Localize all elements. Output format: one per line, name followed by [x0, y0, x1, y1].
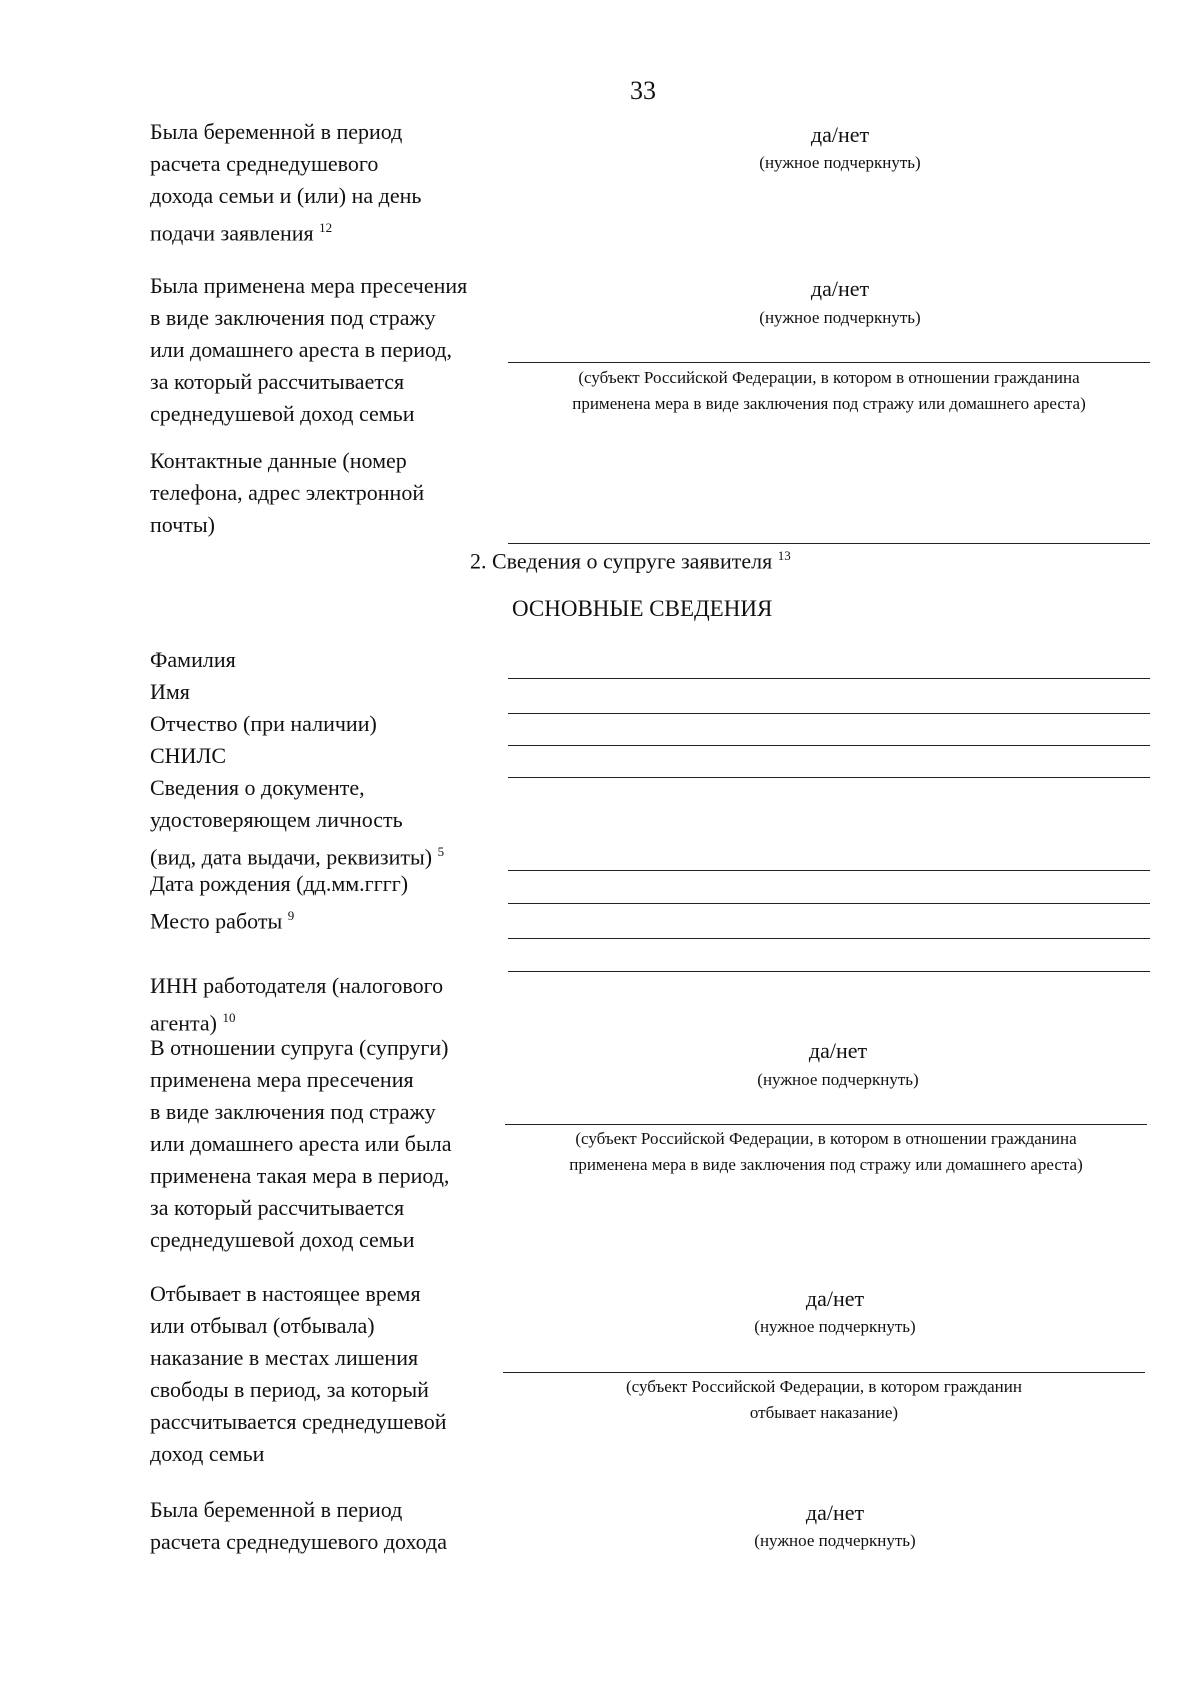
prison-yes-no[interactable]: да/нет: [805, 1286, 865, 1311]
detention-label: Была применена мера пресечения в виде заключения под стражу или домашнего ареста в период, за который рассчитывается среднедушевой доход семьи: [150, 273, 468, 426]
name-field[interactable]: [508, 713, 1150, 714]
detention-yes-no[interactable]: да/нет: [810, 276, 870, 301]
birth-field[interactable]: [508, 903, 1150, 904]
prison-region-caption: (субъект Российской Федерации, в котором гражданин отбывает наказание): [626, 1377, 1022, 1422]
work-field[interactable]: [508, 938, 1150, 939]
snils-label: СНИЛС: [150, 743, 227, 768]
pregnant-label: [150, 116, 421, 249]
detention-region-caption: (субъект Российской Федерации, в котором в отношении гражданина применена мера в виде заключения под стражу или домашнего ареста): [572, 368, 1086, 413]
work-label-text: Место работы: [150, 908, 283, 934]
inn-field[interactable]: [508, 971, 1150, 972]
prison-region-field[interactable]: [503, 1372, 1145, 1373]
footnote-ref: 13: [777, 548, 791, 563]
inn-label-text: ИНН работодателя (налогового агента): [150, 973, 444, 1036]
footnote-ref: 12: [319, 220, 333, 235]
footnote-ref: 9: [287, 908, 295, 923]
spouse-detention-label: В отношении супруга (супруги) применена мера пресечения в виде заключения под стражу или домашнего ареста или была применена такая мера в период, за который рассчитывается среднедушевой доход семьи: [150, 1035, 452, 1252]
prison-label: Отбывает в настоящее время или отбывал (отбывала) наказание в местах лишения свободы в период, за который рассчитывается среднедушевой доход семьи: [150, 1281, 447, 1466]
detention-region-field[interactable]: [508, 362, 1150, 363]
section-subtitle: ОСНОВНЫЕ СВЕДЕНИЯ: [512, 596, 773, 621]
doc-field[interactable]: [508, 870, 1150, 871]
birth-label: Дата рождения (дд.мм.гггг): [150, 871, 409, 896]
spouse-detention-hint: (нужное подчеркнуть): [757, 1070, 919, 1089]
patronymic-field[interactable]: [508, 745, 1150, 746]
spouse-detention-yes-no[interactable]: да/нет: [808, 1038, 868, 1063]
pregnant-yes-no[interactable]: да/нет: [810, 122, 870, 147]
spouse-detention-region-caption: (субъект Российской Федерации, в котором в отношении гражданина применена мера в виде заключения под стражу или домашнего ареста): [569, 1129, 1083, 1174]
snils-field[interactable]: [508, 777, 1150, 778]
name-label: Имя: [150, 679, 190, 704]
pregnant-label-text: Была беременной в период расчета среднедушевого дохода семьи и (или) на день подачи заявления: [150, 119, 422, 246]
doc-label: [150, 772, 444, 873]
doc-label-text: Сведения о документе, удостоверяющем личность (вид, дата выдачи, реквизиты): [150, 775, 433, 870]
footnote-ref: 10: [222, 1010, 236, 1025]
page-number: 33: [630, 76, 656, 105]
pregnant-hint: (нужное подчеркнуть): [759, 153, 921, 172]
patronymic-label: Отчество (при наличии): [150, 711, 377, 736]
spouse-pregnant-label: Была беременной в период расчета среднедушевого дохода: [150, 1497, 447, 1554]
surname-label: Фамилия: [150, 647, 236, 672]
section-title-text: 2. Сведения о супруге заявителя: [470, 548, 773, 574]
spouse-detention-region-field[interactable]: [505, 1124, 1147, 1125]
section-title: [470, 548, 791, 574]
prison-hint: (нужное подчеркнуть): [754, 1317, 916, 1336]
surname-field[interactable]: [508, 678, 1150, 679]
inn-label: [150, 970, 443, 1039]
detention-hint: (нужное подчеркнуть): [759, 308, 921, 327]
contact-label: Контактные данные (номер телефона, адрес электронной почты): [150, 448, 425, 537]
work-label: [150, 900, 294, 937]
spouse-pregnant-yes-no[interactable]: да/нет: [805, 1500, 865, 1525]
spouse-pregnant-hint: (нужное подчеркнуть): [754, 1531, 916, 1550]
contact-field[interactable]: [508, 543, 1150, 544]
footnote-ref: 5: [437, 844, 445, 859]
